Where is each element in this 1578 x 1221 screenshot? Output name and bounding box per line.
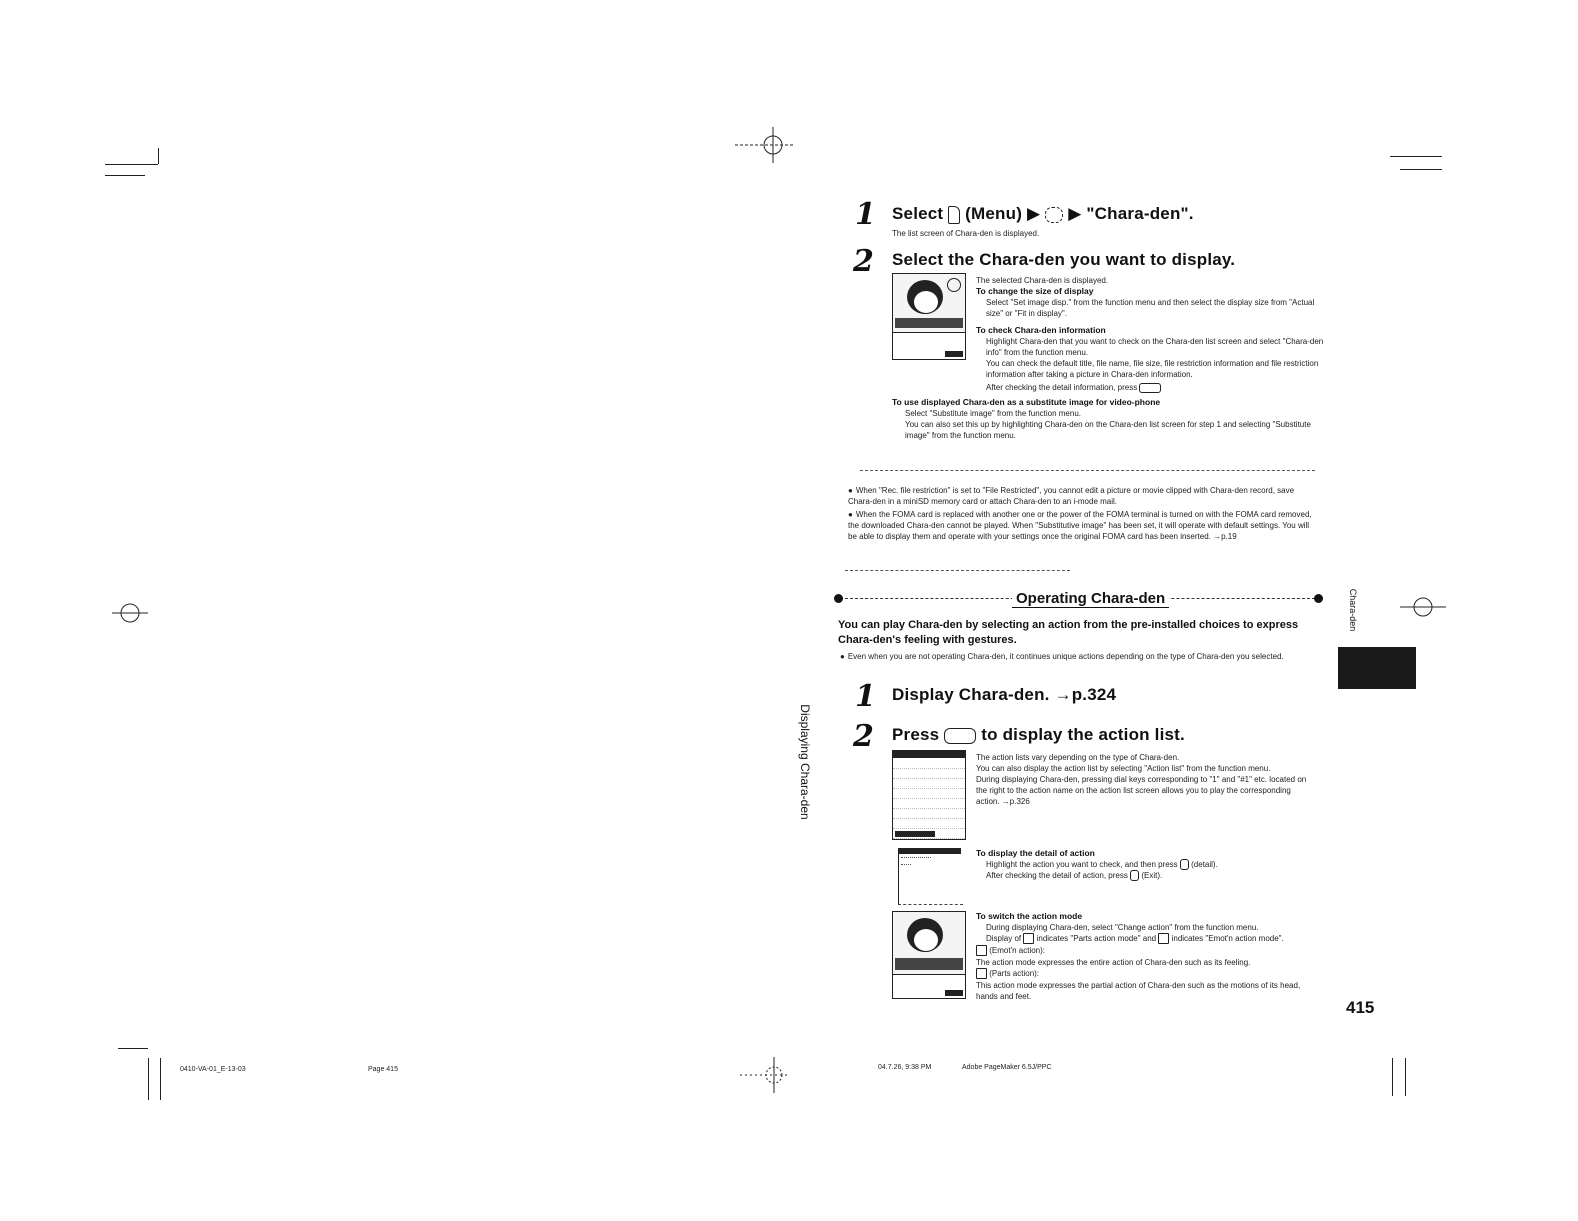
substitute-body-1: Select "Substitute image" from the function menu. bbox=[905, 409, 1081, 418]
note-1: ● When "Rec. file restriction" is set to "File Restricted", you cannot edit a picture or movie clipped with Chara-den record, save Chara-den in a miniSD memory card or attach Chara-den to an i-mode mail. bbox=[848, 485, 1313, 507]
list-item bbox=[893, 779, 965, 789]
step2-number: 2 bbox=[853, 244, 874, 279]
crop-mark-bottom-right-v bbox=[1392, 1058, 1393, 1096]
registration-mark-bottom-icon bbox=[740, 1055, 790, 1095]
section-bullet-right-icon bbox=[1314, 594, 1323, 603]
footer-page-label: Page 415 bbox=[368, 1066, 398, 1073]
character-face-icon-2 bbox=[913, 928, 939, 952]
s2-step2-press-text: Press bbox=[892, 725, 940, 744]
substitute-body-2: You can also set this up by highlighting Chara-den on the Chara-den list screen for step 1 and selecting "Substitute image" from the function menu. bbox=[905, 420, 1311, 440]
list-item bbox=[893, 799, 965, 809]
footer-timestamp: 04.7.26, 9:38 PM bbox=[878, 1064, 932, 1071]
emotion-label-text: (Emot'n action): bbox=[989, 946, 1046, 955]
list-item bbox=[893, 809, 965, 819]
detail-body-2-text: After checking the detail of action, press bbox=[986, 871, 1128, 880]
section2-heading: Operating Chara-den bbox=[1012, 590, 1169, 608]
notes-bottom-rule bbox=[845, 570, 1070, 571]
list-item bbox=[893, 819, 965, 829]
chara-den-mode-screen-image bbox=[892, 911, 966, 999]
step2-title: Select the Chara-den you want to display. bbox=[892, 250, 1236, 269]
crop-mark-top-left-h2 bbox=[105, 164, 158, 165]
s2-body-1: The action lists vary depending on the type of Chara-den. bbox=[976, 753, 1180, 762]
side-label-displaying: Displaying Chara-den bbox=[798, 704, 812, 820]
section-tab bbox=[1338, 647, 1416, 689]
info-body-2: You can check the default title, file name, file size, file restriction information and file restriction information after taking a picture in Chara-den information. bbox=[986, 359, 1319, 379]
size-heading: To change the size of display bbox=[976, 286, 1094, 296]
clear-key-icon bbox=[1139, 383, 1161, 393]
switch-body-2c: indicates "Emot'n action mode". bbox=[1171, 934, 1284, 943]
footer-software: Adobe PageMaker 6.5J/PPC bbox=[962, 1064, 1052, 1071]
s2-step2-title bbox=[892, 725, 1185, 745]
s2-body-3: During displaying Chara-den, pressing dial keys corresponding to "1" and "#1" etc. located on the right to the action name on the action list screen allows you to play the corresponding action. →p.326 bbox=[976, 775, 1307, 806]
list-item bbox=[893, 769, 965, 779]
footer-code: 0410-VA-01_E-13-03 bbox=[180, 1066, 246, 1073]
switch-heading: To switch the action mode bbox=[976, 911, 1083, 921]
emotion-body: The action mode expresses the entire action of Chara-den such as its feeling. bbox=[976, 958, 1251, 967]
detail-body-2-end: (Exit). bbox=[1141, 871, 1163, 880]
parts-mode-icon bbox=[1023, 933, 1034, 944]
chara-den-menu-icon bbox=[1045, 207, 1063, 223]
registration-mark-top-icon bbox=[735, 125, 795, 165]
action-list-screen-image bbox=[892, 750, 966, 840]
emotion-label bbox=[976, 945, 1316, 956]
action-key-icon bbox=[944, 728, 976, 744]
registration-mark-left-icon bbox=[110, 598, 150, 628]
parts-label-text: (Parts action): bbox=[989, 969, 1040, 978]
section-bullet-left-icon bbox=[834, 594, 843, 603]
note-2: ● When the FOMA card is replaced with another one or the power of the FOMA terminal is turned on with the FOMA card removed, the downloaded Chara-den cannot be played. When "Substitutive image" has been set, it will operate with default settings. You will be able to display them and operate with your settings once the original FOMA card has been inserted. →p.19 bbox=[848, 509, 1313, 542]
switch-body-1: During displaying Chara-den, select "Change action" from the function menu. bbox=[986, 923, 1259, 932]
crop-mark-top-right-h bbox=[1390, 156, 1442, 157]
crop-mark-top-left-v bbox=[158, 148, 159, 164]
parts-label bbox=[976, 968, 1316, 979]
emotion-mode-icon bbox=[1158, 933, 1169, 944]
crop-mark-top-left-h bbox=[105, 175, 145, 176]
list-item bbox=[893, 759, 965, 769]
list-item bbox=[893, 789, 965, 799]
detail-body-2 bbox=[976, 870, 1326, 881]
s2-step1-number: 1 bbox=[855, 679, 876, 714]
section2-intro: You can play Chara-den by selecting an action from the pre-installed choices to express Chara-den's feeling with gestures. bbox=[838, 619, 1299, 646]
character-face-icon bbox=[913, 290, 939, 314]
crop-mark-bottom-right-v2 bbox=[1405, 1058, 1406, 1096]
crop-mark-bottom-left-v2 bbox=[160, 1058, 161, 1100]
detail-body-1 bbox=[976, 859, 1326, 870]
registration-mark-right-icon bbox=[1398, 592, 1448, 622]
step1-menu-text: (Menu) bbox=[965, 204, 1023, 223]
s2-body-2: You can also display the action list by selecting "Action list" from the function menu. bbox=[976, 764, 1271, 773]
s2-step1-title: Display Chara-den. →p.324 bbox=[892, 685, 1117, 704]
side-label-chara-den: Chara-den bbox=[1348, 588, 1358, 632]
crop-mark-bottom-left-h bbox=[118, 1048, 148, 1049]
switch-body-2a: Display of bbox=[986, 934, 1022, 943]
detail-body-1-text: Highlight the action you want to check, and then press bbox=[986, 860, 1178, 869]
size-body: Select "Set image disp." from the function menu and then select the display size from "Actual size" or "Fit in display". bbox=[986, 298, 1315, 318]
parts-body: This action mode expresses the partial action of Chara-den such as the motions of its head, hands and feet. bbox=[976, 981, 1301, 1001]
left-key-icon bbox=[1130, 870, 1139, 881]
rec-badge-icon bbox=[947, 278, 961, 292]
page-number: 415 bbox=[1346, 998, 1375, 1017]
crop-mark-top-right-h2 bbox=[1400, 169, 1442, 170]
parts-mode-icon-2 bbox=[976, 968, 987, 979]
step1-select-text: Select bbox=[892, 204, 944, 223]
section2-bullet: ● Even when you are not operating Chara-den, it continues unique actions depending on the type of Chara-den you selected. bbox=[840, 651, 1310, 662]
arrow-right-icon: ▶ bbox=[1027, 204, 1041, 223]
detail-heading: To display the detail of action bbox=[976, 848, 1095, 858]
step1-note: The list screen of Chara-den is displayed. bbox=[892, 229, 1040, 238]
switch-body-2 bbox=[976, 933, 1326, 944]
step1-number: 1 bbox=[855, 197, 876, 232]
info-body-1: Highlight Chara-den that you want to check on the Chara-den list screen and select "Chara-den info" from the function menu. bbox=[986, 337, 1324, 357]
info-heading: To check Chara-den information bbox=[976, 325, 1106, 335]
menu-key-icon-2 bbox=[1180, 859, 1189, 870]
chara-den-screen-image bbox=[892, 273, 966, 360]
switch-body-2b: indicates "Parts action mode" and bbox=[1036, 934, 1157, 943]
info-body-3-text: After checking the detail information, press bbox=[986, 383, 1138, 392]
step1-title bbox=[892, 204, 1194, 224]
step2-selected-note: The selected Chara-den is displayed. bbox=[976, 276, 1109, 285]
step1-target-text: "Chara-den". bbox=[1086, 204, 1194, 223]
detail-body-1-end: (detail). bbox=[1191, 860, 1218, 869]
menu-key-icon bbox=[948, 206, 960, 224]
emotion-mode-icon-2 bbox=[976, 945, 987, 956]
s2-step2-number: 2 bbox=[853, 719, 874, 754]
crop-mark-bottom-left-v bbox=[148, 1058, 149, 1100]
arrow-right-icon-2: ▶ bbox=[1068, 204, 1082, 223]
action-detail-screen-image bbox=[898, 848, 963, 905]
s2-step2-action-text: to display the action list. bbox=[981, 725, 1185, 744]
info-body-3 bbox=[976, 382, 1331, 393]
notes-top-rule bbox=[860, 470, 1315, 471]
substitute-heading: To use displayed Chara-den as a substitute image for video-phone bbox=[892, 397, 1161, 407]
